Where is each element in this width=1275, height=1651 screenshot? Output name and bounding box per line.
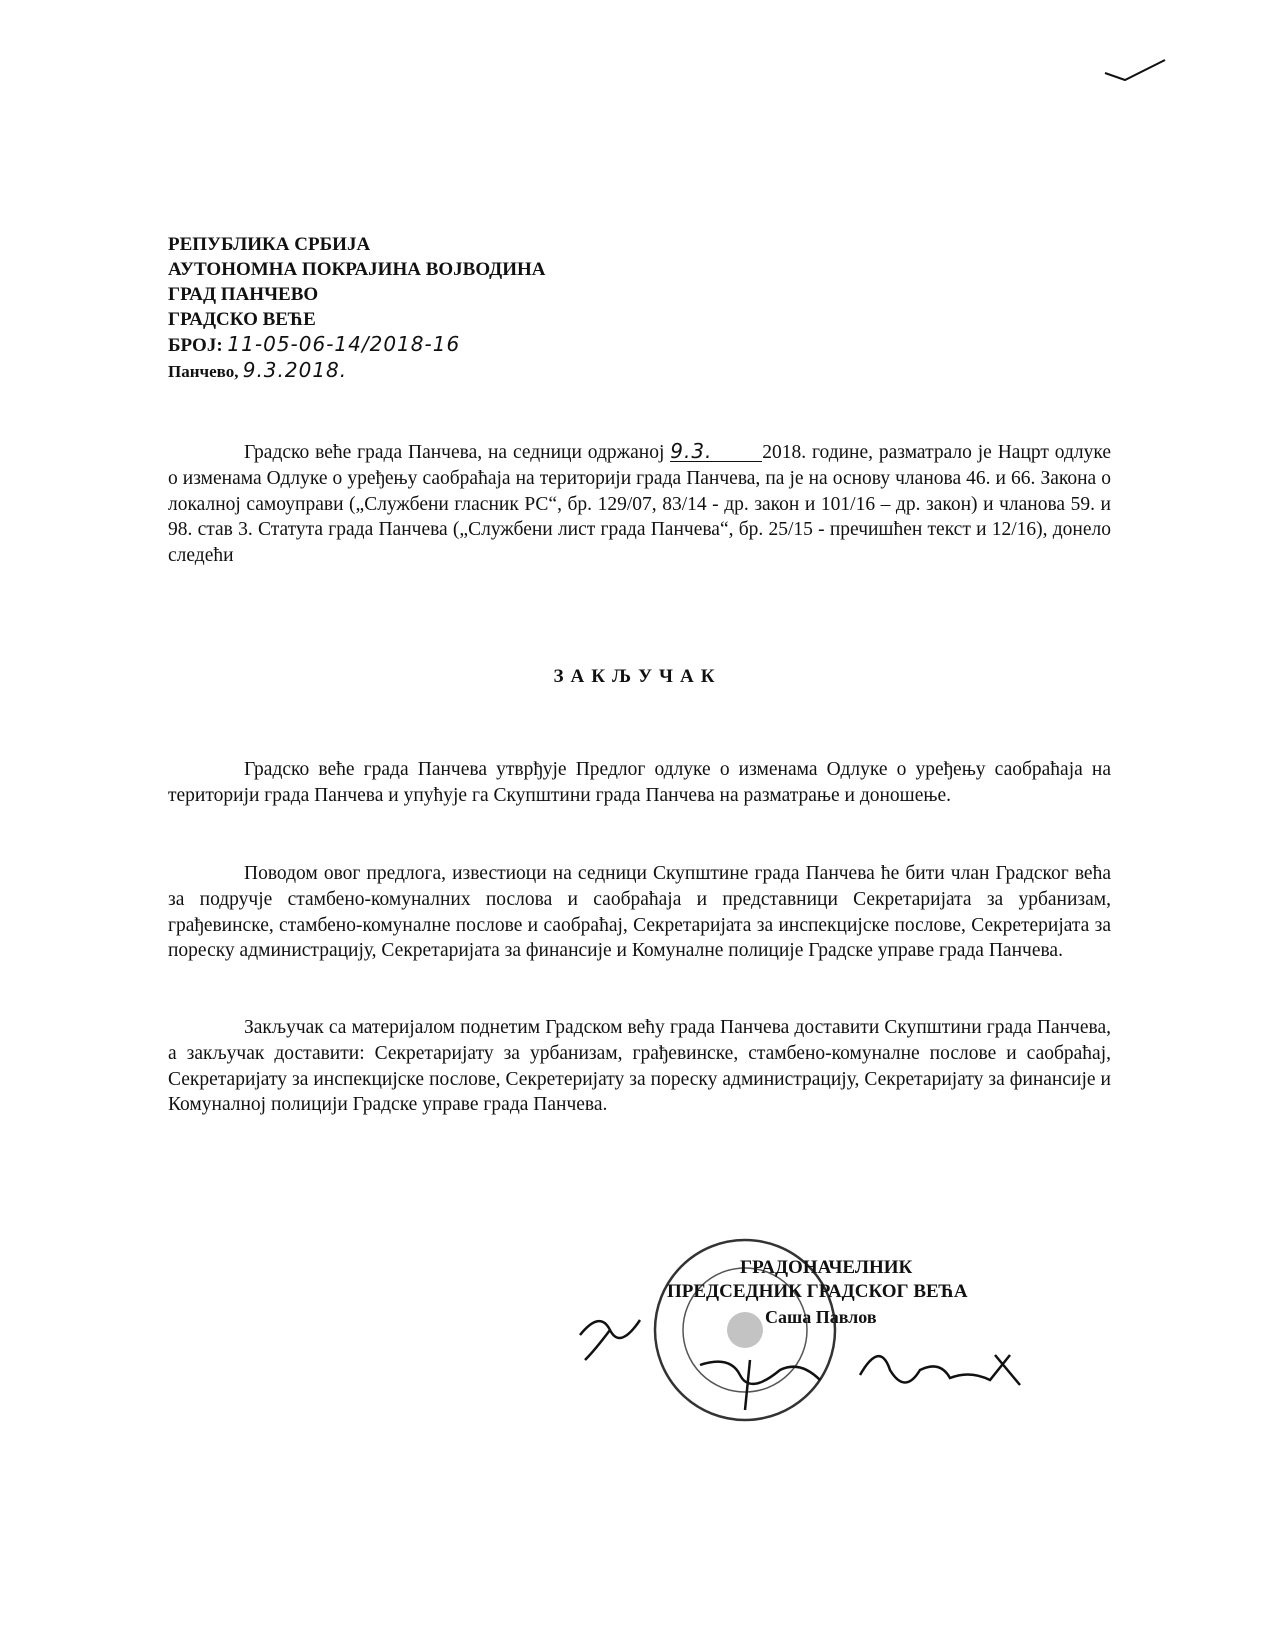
intro-paragraph [168, 440, 1111, 569]
intro-text-2: 2018. године, разматрало је Нацрт одлуке о изменама Одлуке о уређењу саобраћаја на територији града Панчева, па је на основу чланова 46. и 66. Закона о локалној самоуправи („Службени гласник РС“, бр. 129/07, 83/14 - др. закон и 101/16 – др. закон) и чланова 59. и 98. став 3. Статута града Панчева („Службени лист града Панчева“, бр. 25/15 - пречишћен текст и 12/16), донело следећи [168, 442, 1111, 567]
signatory-name: Саша Павлов [765, 1307, 877, 1327]
header-line: РЕПУБЛИКА СРБИЈА [168, 234, 371, 255]
handwritten-number: 11-05-06-14/2018-16 [227, 332, 461, 356]
body-paragraph [168, 1015, 1111, 1118]
body-paragraph [168, 757, 1111, 809]
paragraph-text: Градско веће града Панчева утврђује Предлог одлуке о изменама Одлуке о уређењу саобраћаја на територији града Панчева и упућује га Скупштини града Панчева на разматрање и доношење. [168, 759, 1111, 806]
number-label: БРОЈ: [168, 335, 223, 356]
header-line: ГРАД ПАНЧЕВО [168, 284, 319, 305]
handwritten-session-date: 9.3. [670, 441, 762, 462]
document-header [168, 232, 546, 384]
document-date [168, 358, 546, 384]
place-label: Панчево, [168, 362, 239, 381]
handwritten-signature [570, 1300, 1040, 1430]
header-line: АУТОНОМНА ПОКРАЈИНА ВОЈВОДИНА [168, 259, 546, 280]
document-number [168, 332, 546, 358]
check-mark [1100, 55, 1170, 85]
paragraph-text: Поводом овог предлога, известиоци на седници Скупштине града Панчева ће бити члан Градског већа за подручје стамбено-комуналних послова и саобраћаја и представници Секретаријата за урбанизам, грађевинске, стамбено-комуналне послове и саобраћај, Секретаријата за инспекцијске послове, Секретеријата за пореску администрацију, Секретаријата за финансије и Комуналне полиције Градске управе града Панчева. [168, 863, 1111, 962]
paragraph-text: Закључак са материјалом поднетим Градском већу града Панчева доставити Скупштини града Панчева, а закључак доставити: Секретаријату за урбанизам, грађевинске, стамбено-комуналне послове и саобраћај, Секретаријату за инспекцијске послове, Секретеријату за пореску администрацију, Секретаријату за финансије и Комуналној полицији Градске управе града Панчева. [168, 1017, 1111, 1116]
signatory-role: ПРЕДСЕДНИК ГРАДСКОГ ВЕЋА [667, 1281, 968, 1302]
body-paragraph [168, 861, 1111, 964]
header-line: ГРАДСКО ВЕЋЕ [168, 309, 316, 330]
intro-text-1: Градско веће града Панчева, на седници одржаној [244, 442, 665, 463]
signatory-title: ГРАДОНАЧЕЛНИК [740, 1257, 913, 1278]
handwritten-date: 9.3.2018. [242, 358, 348, 382]
document-title: ЗАКЉУЧАК [553, 666, 722, 687]
